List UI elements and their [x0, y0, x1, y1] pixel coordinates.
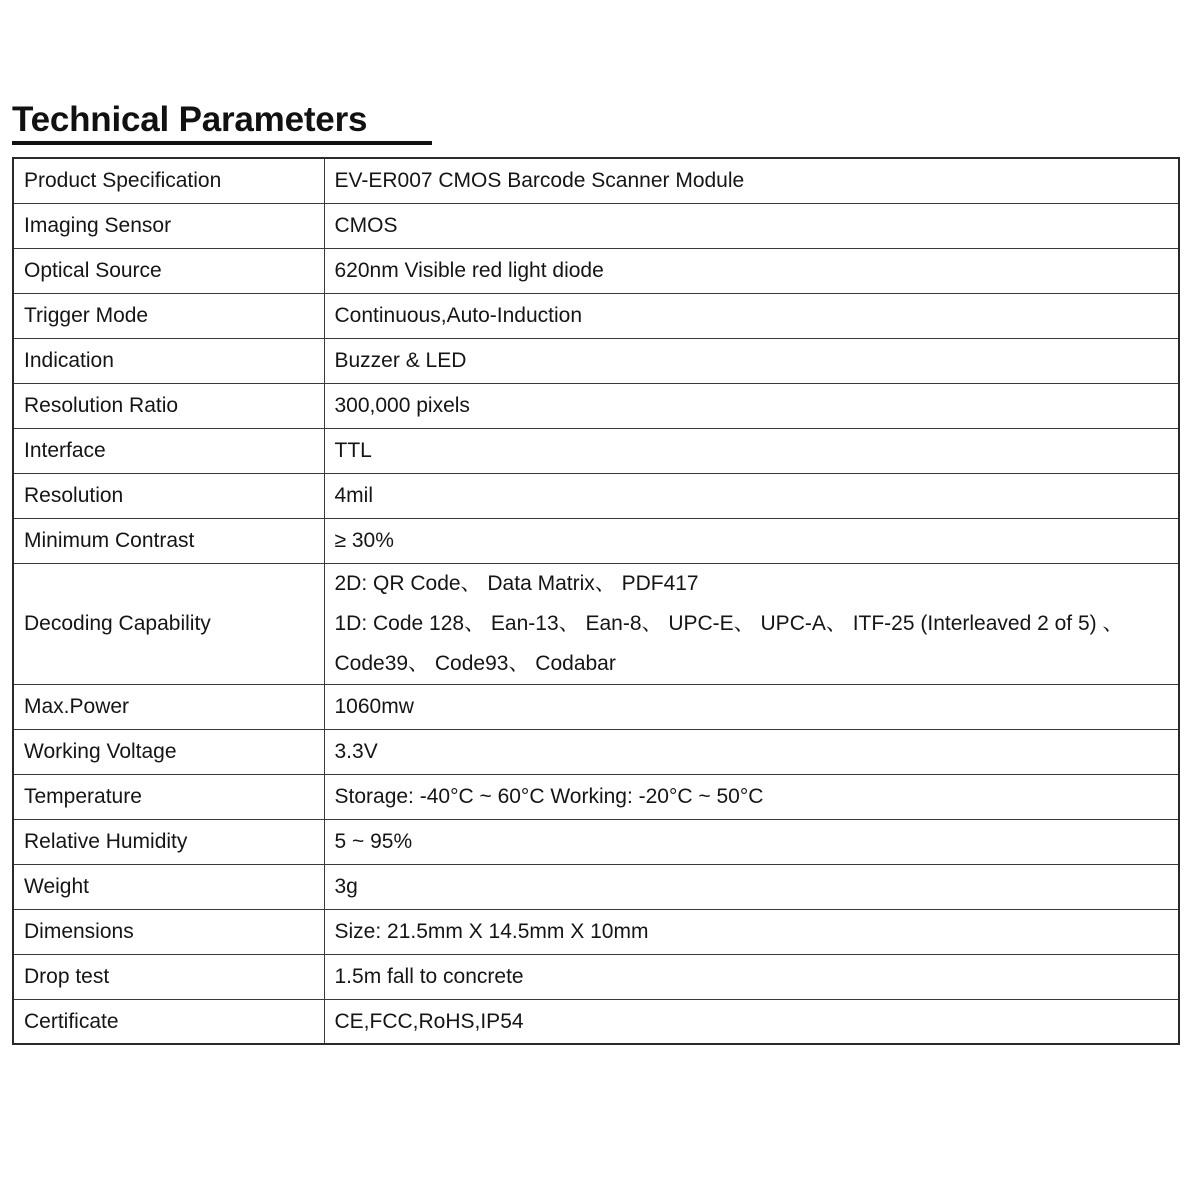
- title-underline: [12, 141, 432, 145]
- row-label: Indication: [13, 338, 324, 383]
- table-row: [13, 518, 1179, 563]
- row-label: Imaging Sensor: [13, 203, 324, 248]
- row-label: Resolution: [13, 473, 324, 518]
- decoding-line-1d: 1D: Code 128、 Ean-13、 Ean-8、 UPC-E、 UPC-A、 ITF-25 (Interleaved 2 of 5) 、: [334, 611, 1124, 635]
- row-label: Certificate: [13, 999, 324, 1044]
- row-label: Weight: [13, 864, 324, 909]
- table-row: [13, 338, 1179, 383]
- table-row: [13, 293, 1179, 338]
- row-value: Storage: -40°C ~ 60°C Working: -20°C ~ 50°C: [324, 774, 1179, 819]
- row-value: 1.5m fall to concrete: [324, 954, 1179, 999]
- table-row: [13, 684, 1179, 729]
- decoding-line-1d-cont: Code39、 Code93、 Codabar: [334, 651, 616, 675]
- table-row: [13, 999, 1179, 1044]
- page-title: Technical Parameters: [12, 100, 368, 139]
- row-value: EV-ER007 CMOS Barcode Scanner Module: [324, 158, 1179, 203]
- decoding-line-2d: 2D: QR Code、 Data Matrix、 PDF417: [334, 571, 699, 595]
- row-value: CMOS: [324, 203, 1179, 248]
- row-label: Optical Source: [13, 248, 324, 293]
- row-label: Dimensions: [13, 909, 324, 954]
- row-label: Working Voltage: [13, 729, 324, 774]
- row-label: Resolution Ratio: [13, 383, 324, 428]
- table-row: [13, 819, 1179, 864]
- table-row: [13, 954, 1179, 999]
- table-row-decoding-capability: [13, 563, 1179, 684]
- page-title-block: [12, 100, 432, 145]
- table-row: [13, 864, 1179, 909]
- row-value-multiline: [324, 563, 1179, 684]
- row-label: Temperature: [13, 774, 324, 819]
- row-value: 3g: [324, 864, 1179, 909]
- row-value: 4mil: [324, 473, 1179, 518]
- table-row: [13, 729, 1179, 774]
- row-label: Decoding Capability: [13, 563, 324, 684]
- table-row: [13, 203, 1179, 248]
- table-body: [13, 158, 1179, 1044]
- row-value: Size: 21.5mm X 14.5mm X 10mm: [324, 909, 1179, 954]
- table-row: [13, 428, 1179, 473]
- table-row: [13, 248, 1179, 293]
- row-label: Interface: [13, 428, 324, 473]
- row-label: Trigger Mode: [13, 293, 324, 338]
- table-row: [13, 909, 1179, 954]
- table-row: [13, 158, 1179, 203]
- row-value: TTL: [324, 428, 1179, 473]
- row-value: Continuous,Auto-Induction: [324, 293, 1179, 338]
- row-label: Minimum Contrast: [13, 518, 324, 563]
- row-label: Drop test: [13, 954, 324, 999]
- row-label: Relative Humidity: [13, 819, 324, 864]
- row-value: 300,000 pixels: [324, 383, 1179, 428]
- table-row: [13, 473, 1179, 518]
- table-row: [13, 774, 1179, 819]
- technical-parameters-table: [12, 157, 1180, 1045]
- row-value: ≥ 30%: [324, 518, 1179, 563]
- row-value: 3.3V: [324, 729, 1179, 774]
- row-value: 5 ~ 95%: [324, 819, 1179, 864]
- table-row: [13, 383, 1179, 428]
- row-label: Product Specification: [13, 158, 324, 203]
- row-label: Max.Power: [13, 684, 324, 729]
- row-value: CE,FCC,RoHS,IP54: [324, 999, 1179, 1044]
- row-value: Buzzer & LED: [324, 338, 1179, 383]
- row-value: 620nm Visible red light diode: [324, 248, 1179, 293]
- row-value: 1060mw: [324, 684, 1179, 729]
